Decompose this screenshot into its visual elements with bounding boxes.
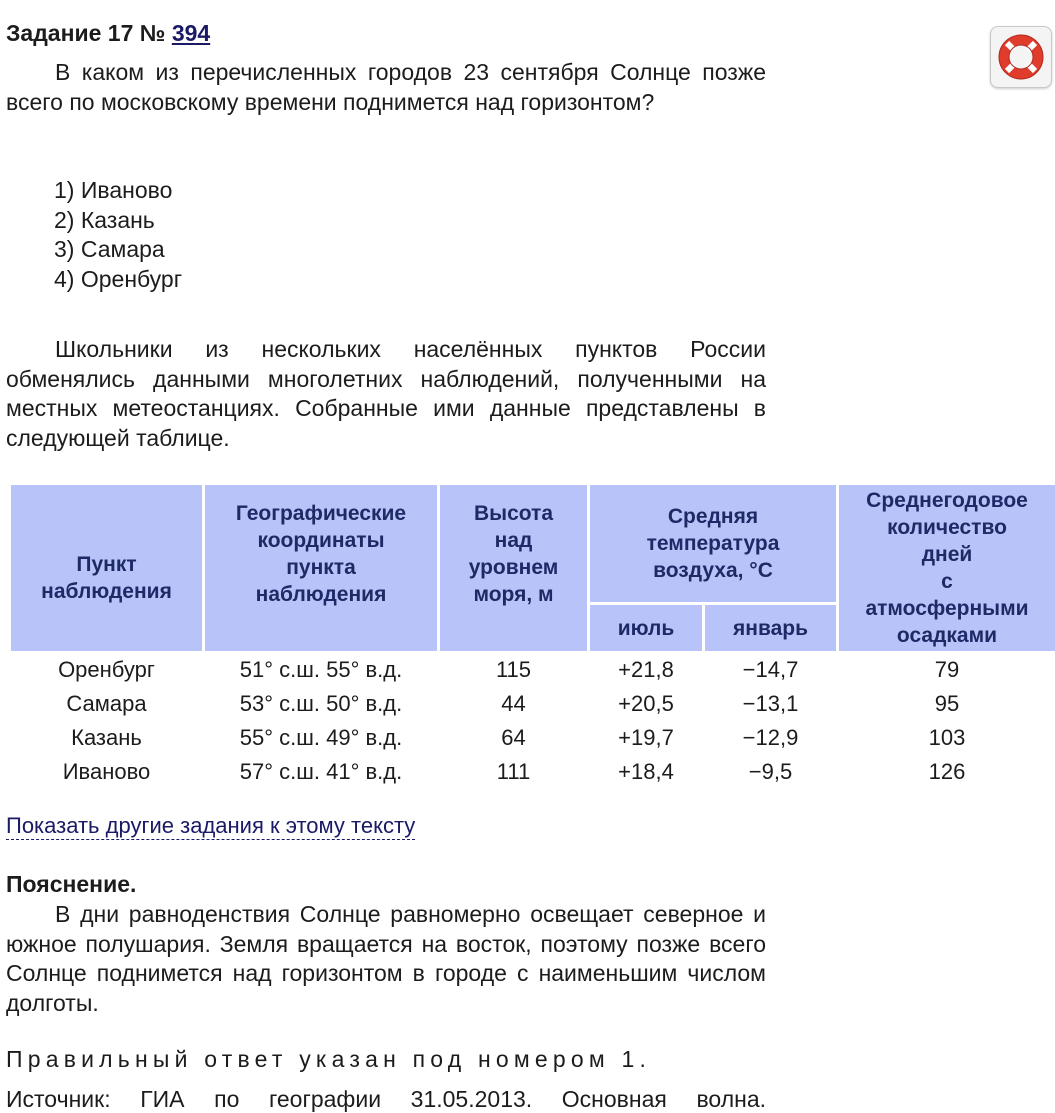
header-precip-line: дней (921, 543, 973, 566)
header-height-line: моря, м (473, 583, 554, 606)
option-4: 4) Оренбург (54, 265, 183, 292)
cell-height: 115 (495, 657, 532, 682)
option-3: 3) Самара (54, 236, 165, 263)
header-station (11, 485, 202, 651)
header-station-line: Пункт (76, 553, 137, 576)
question-text: В каком из перечисленных городов 23 сентября Солнце позже всего по московскому времени поднимется над горизонтом? (6, 59, 766, 115)
cell-july: +19,7 (618, 725, 674, 750)
task-page (6, 0, 1055, 1113)
header-temp-line: воздуха, °С (653, 559, 773, 582)
cell-coords: 57° с.ш. 41° в.д. (239, 759, 403, 784)
show-other-tasks-link[interactable]: Показать другие задания к этому тексту (6, 813, 416, 838)
header-temp-line: Средняя (667, 505, 759, 528)
cell-coords: 55° с.ш. 49° в.д. (239, 725, 403, 750)
weather-table (8, 485, 1055, 789)
header-coords-line: пункта (286, 556, 356, 579)
header-precipitation (839, 485, 1055, 651)
header-coords-line: координаты (257, 529, 385, 552)
answer-text: Правильный ответ указан под номером 1. (6, 1046, 652, 1072)
task-label: Задание 17 № (6, 20, 166, 46)
task-header (6, 20, 210, 47)
help-button[interactable] (990, 26, 1052, 88)
header-precip-line: Среднегодовое (866, 489, 1028, 512)
option-1: 1) Иваново (54, 177, 173, 203)
intro-text: Школьники из нескольких населённых пунктов России обменялись данными многолетних наблюдений, полученными на местных метеостанциях. Собранные ими данные представлены в следующей таблице. (6, 336, 766, 451)
cell-coords: 51° с.ш. 55° в.д. (239, 657, 403, 682)
cell-january: −9,5 (748, 759, 793, 784)
table-row (11, 721, 1055, 755)
cell-precip: 95 (934, 691, 960, 716)
option-2: 2) Казань (54, 206, 155, 233)
header-station-line: наблюдения (41, 580, 172, 603)
header-height-line: уровнем (468, 556, 559, 579)
header-temp-line: температура (646, 532, 780, 555)
header-precip-line: атмосферными (865, 597, 1029, 620)
cell-precip: 79 (934, 657, 960, 682)
cell-height: 111 (496, 759, 531, 784)
cell-station: Оренбург (58, 657, 155, 682)
cell-coords: 53° с.ш. 50° в.д. (239, 691, 403, 716)
cell-july: +18,4 (618, 759, 674, 784)
table-row (11, 755, 1055, 789)
explanation-title: Пояснение. (6, 871, 137, 897)
table-row (11, 687, 1055, 721)
cell-station: Иваново (62, 759, 151, 784)
cell-july: +20,5 (618, 691, 674, 716)
cell-station: Казань (71, 725, 142, 750)
cell-station: Самара (66, 691, 147, 716)
header-height-line: Высота (473, 502, 554, 525)
table-row (11, 651, 1055, 687)
cell-january: −12,9 (742, 725, 799, 750)
source-text: Источник: ГИА по географии 31.05.2013. Основная волна. (6, 1086, 766, 1112)
cell-height: 64 (501, 725, 526, 750)
header-temperature (590, 485, 836, 605)
header-height-line: над (494, 529, 533, 552)
cell-precip: 103 (928, 725, 966, 750)
header-precip-line: количество (887, 516, 1007, 539)
header-precip-line: осадками (896, 624, 998, 647)
cell-precip: 126 (928, 759, 966, 784)
answer-options (54, 176, 182, 294)
cell-january: −13,1 (742, 691, 799, 716)
cell-january: −14,7 (742, 657, 799, 682)
header-coords-line: Географические (235, 502, 407, 525)
lifebuoy-icon (998, 34, 1044, 80)
header-january: январь (705, 605, 836, 651)
header-precip-line: с (941, 570, 953, 593)
header-july: июль (590, 605, 702, 651)
header-coords (205, 485, 437, 651)
task-number-link[interactable]: 394 (171, 20, 211, 46)
header-height (440, 485, 587, 651)
cell-height: 44 (501, 691, 526, 716)
cell-july: +21,8 (618, 657, 674, 682)
header-coords-line: наблюдения (255, 583, 387, 606)
explanation-text: В дни равноденствия Солнце равномерно освещает северное и южное полушария. Земля вращается на восток, поэтому позже всего Солнце поднимется над горизонтом в городе с наименьшим числом долготы. (6, 901, 766, 1016)
